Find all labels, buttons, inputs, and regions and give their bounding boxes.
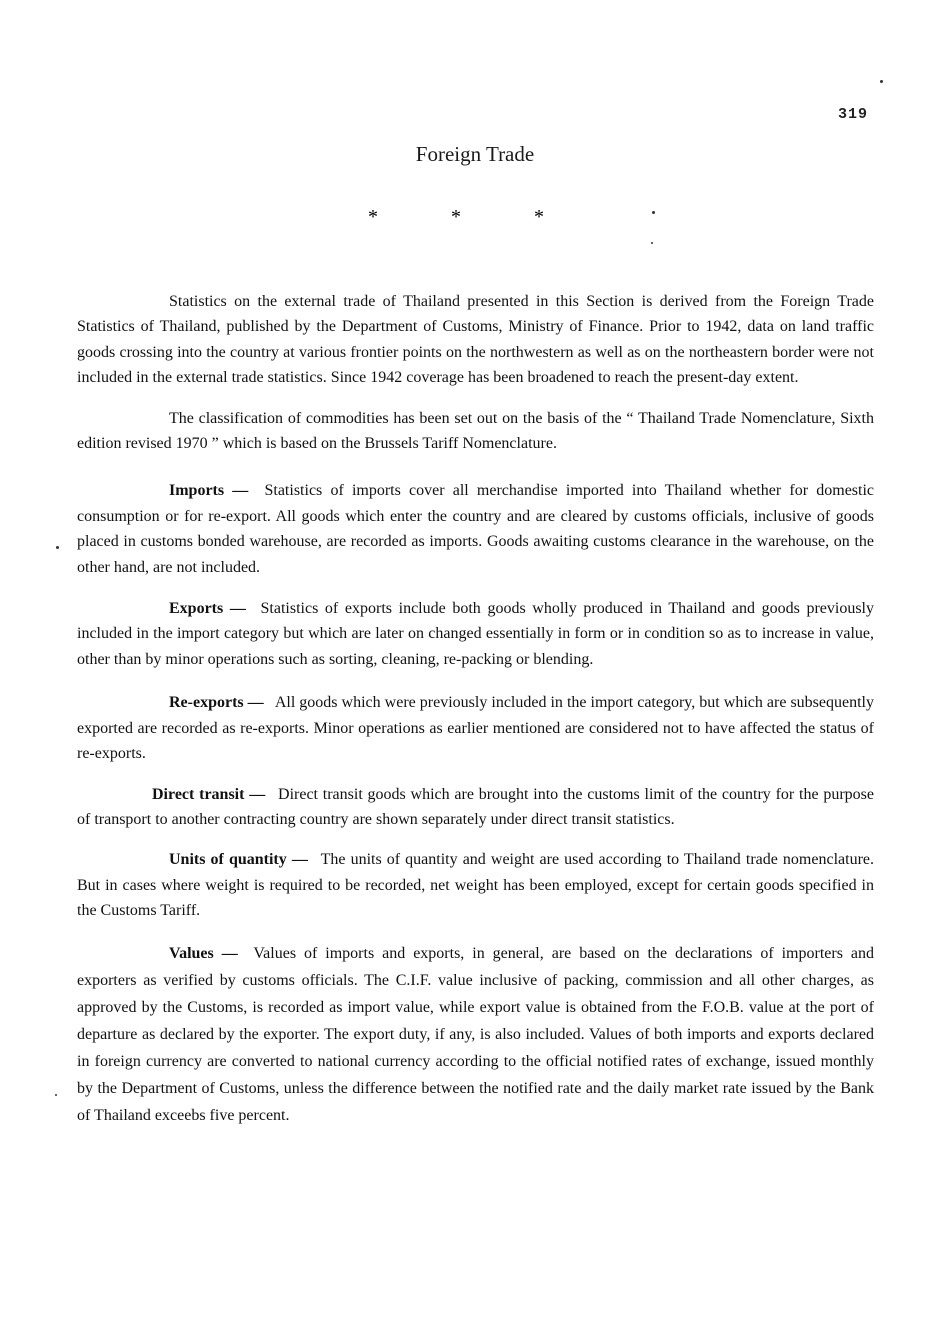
term-units-of-quantity: Units of quantity — <box>169 851 308 869</box>
term-direct-transit: Direct transit — <box>152 785 266 803</box>
paragraph-text: Direct transit goods which are brought into the customs limit of the country for the purpose of transport to another contracting country are shown separately under direct transit statistics. <box>77 785 875 828</box>
scan-speck <box>652 211 655 214</box>
scan-speck <box>55 1094 57 1096</box>
paragraph-intro <box>77 289 874 391</box>
scan-speck <box>56 546 59 549</box>
term-imports: Imports — <box>169 482 249 500</box>
scan-speck <box>651 242 653 244</box>
paragraph-classification <box>77 406 874 457</box>
paragraph-text: All goods which were previously included in the import category, but which are subsequently exported are recorded as re-exports. Minor operations as earlier mentioned are considered not to have affected the status of re-exports. <box>77 694 875 763</box>
page-title: Foreign Trade <box>415 142 535 166</box>
paragraph-units-of-quantity <box>77 847 874 923</box>
body-text <box>77 289 874 1129</box>
paragraph-direct-transit <box>77 782 874 833</box>
ornament-divider: * * * <box>368 206 578 228</box>
term-re-exports: Re-exports — <box>169 694 264 712</box>
paragraph-text: The classification of commodities has been set out on the basis of the “ Thailand Trade Nomenclature, Sixth edition revised 1970 ” which is based on the Brussels Tariff Nomenclature. <box>77 409 874 453</box>
paragraph-text: Statistics of imports cover all merchandise imported into Thailand whether for domestic consumption or for re-export. All goods which enter the country and are cleared by customs officials, inclusive of goods placed in customs bonded warehouse, are recorded as imports. Goods awaiting customs clearance in the warehouse, on the other hand, are not included. <box>77 482 875 576</box>
scan-speck <box>880 80 883 83</box>
paragraph-text: Statistics of exports include both goods wholly produced in Thailand and goods previously included in the import category but which are later on changed essentially in form or in condition so as to increase in value, other than by minor operations such as sorting, cleaning, re-packing or blending. <box>77 600 875 668</box>
paragraph-imports <box>77 478 874 580</box>
paragraph-values <box>77 940 874 1129</box>
paragraph-text: Values of imports and exports, in general, are based on the declarations of importers and exporters as verified by customs officials. The C.I.F. value inclusive of packing, commission and all other charges, as approved by the Customs, is recorded as import value, while export value is obtained from the F.O.B. value at the port of departure as declared by the exporter. The export duty, if any, is also included. Values of both imports and exports declared in foreign currency are converted to national currency according to the official notified rates of exchange, issued monthly by the Department of Customs, unless the difference between the notified rate and the daily market rate issued by the Bank of Thailand exceebs five percent. <box>77 944 874 1124</box>
paragraph-exports <box>77 596 874 672</box>
paragraph-text: Statistics on the external trade of Thailand presented in this Section is derived from the Foreign Trade Statistics of Thailand, published by the Department of Customs, Ministry of Finance. Prior to 1942, data on land traffic goods crossing into the country at various frontier points on the northwestern as well as on the northeastern border were not included in the external trade statistics. Since 1942 coverage has been broadened to reach the present-day extent. <box>77 293 874 387</box>
term-exports: Exports — <box>169 600 246 618</box>
paragraph-text: The units of quantity and weight are used according to Thailand trade nomenclature. But in cases where weight is required to be recorded, net weight has been employed, except for certain goods specified in the Customs Tariff. <box>77 851 874 920</box>
page-number: 319 <box>838 106 869 123</box>
term-values: Values — <box>169 944 238 962</box>
paragraph-re-exports <box>77 690 874 766</box>
